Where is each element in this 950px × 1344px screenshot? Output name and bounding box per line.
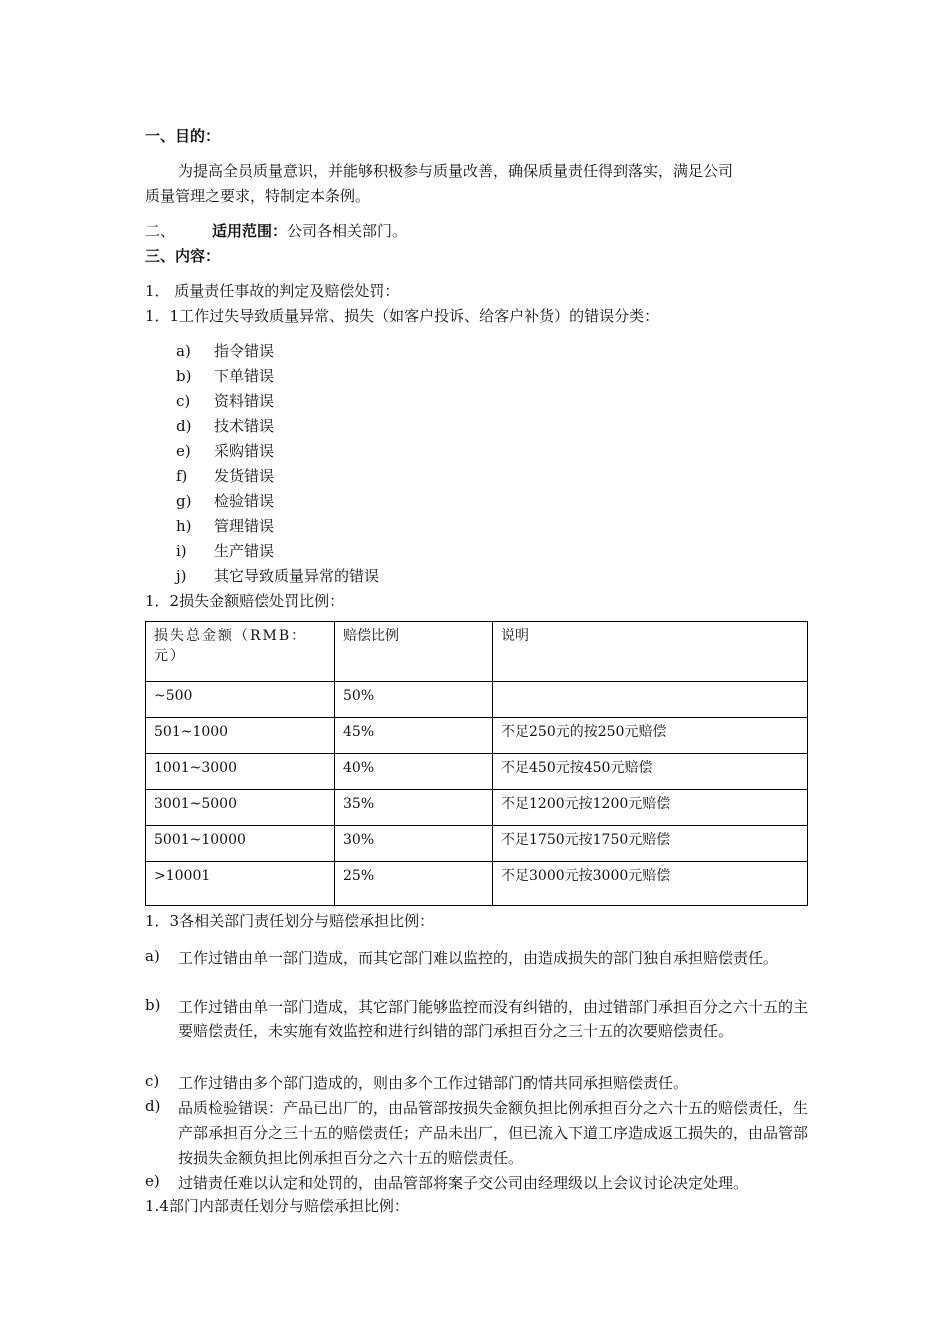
table-cell: 501~1000: [146, 718, 335, 754]
list-label: f): [176, 467, 188, 485]
table-cell: 不足3000元按3000元赔偿: [493, 862, 808, 906]
list-label: a): [176, 342, 191, 360]
table-header-cell: 损失总金额（RMB：元）: [146, 622, 335, 682]
table-cell: 1001~3000: [146, 754, 335, 790]
table-row: [146, 754, 808, 790]
list-text: 管理错误: [214, 517, 275, 535]
table-cell: 30%: [335, 826, 493, 862]
list-text: 其它导致质量异常的错误: [214, 567, 380, 585]
table-header-cell: 赔偿比例: [335, 622, 493, 682]
list-text: 品质检验错误：产品已出厂的，由品管部按损失金额负担比例承担百分之六十五的赔偿责任，生产部承担百分之三十五的赔偿责任；产品未出厂，但已流入下道工序造成返工损失的，由品管部按损失金额负担比例承担百分之六十五的赔偿责任。: [178, 1099, 809, 1167]
table-row: [146, 682, 808, 718]
table-header-row: [146, 622, 808, 682]
table-row: [146, 790, 808, 826]
table-cell: [493, 682, 808, 718]
item-1-heading: 1． 质量责任事故的判定及赔偿处罚：: [145, 282, 400, 300]
item-1-3-heading: 1．3各相关部门责任划分与赔偿承担比例：: [145, 912, 435, 930]
list-text: 采购错误: [214, 442, 275, 460]
list-text: 工作过错由单一部门造成，其它部门能够监控而没有纠错的，由过错部门承担百分之六十五的主要赔偿责任，未实施有效监控和进行纠错的部门承担百分之三十五的次要赔偿责任。: [178, 998, 809, 1040]
list-text: 下单错误: [214, 367, 275, 385]
responsibility-item: [145, 1096, 810, 1171]
table-cell: 3001~5000: [146, 790, 335, 826]
list-text: 指令错误: [214, 342, 275, 360]
section-2-text: 公司各相关部门。: [287, 222, 408, 240]
list-label: g): [176, 492, 192, 510]
error-list-item: [176, 466, 274, 487]
error-list-item: [176, 541, 274, 562]
list-label: b): [145, 996, 161, 1014]
section-2: [145, 221, 407, 242]
table-row: [146, 826, 808, 862]
table-cell: >10001: [146, 862, 335, 906]
item-1-4-heading: 1.4部门内部责任划分与赔偿承担比例：: [145, 1197, 409, 1215]
list-text: 检验错误: [214, 492, 275, 510]
item-1-1-heading: 1．1工作过失导致质量异常、损失（如客户投诉、给客户补货）的错误分类：: [145, 307, 660, 325]
table-row: [146, 718, 808, 754]
table-cell: 25%: [335, 862, 493, 906]
error-list-item: [176, 366, 274, 387]
section-3-title: 三、内容：: [145, 247, 221, 265]
table-cell: 不足1200元按1200元赔偿: [493, 790, 808, 826]
error-list-item: [176, 416, 274, 437]
error-list-item: [176, 391, 274, 412]
table-header-cell: 说明: [493, 622, 808, 682]
list-label: j): [176, 567, 187, 585]
responsibility-item: [145, 995, 810, 1043]
list-label: b): [176, 367, 192, 385]
error-list-item: [176, 491, 274, 512]
list-label: e): [145, 1172, 160, 1190]
list-text: 生产错误: [214, 542, 275, 560]
responsibility-item: [145, 946, 810, 970]
table-cell: 不足250元的按250元赔偿: [493, 718, 808, 754]
item-1-2-heading: 1．2损失金额赔偿处罚比例：: [145, 592, 345, 610]
list-label: h): [176, 517, 192, 535]
table-cell: 35%: [335, 790, 493, 826]
list-label: i): [176, 542, 187, 560]
table-cell: 50%: [335, 682, 493, 718]
table-cell: 45%: [335, 718, 493, 754]
error-list-item: [176, 566, 379, 587]
table-cell: 不足450元按450元赔偿: [493, 754, 808, 790]
compensation-table: [145, 621, 808, 906]
list-label: d): [145, 1097, 161, 1115]
section-2-number: 二、: [145, 222, 176, 240]
list-text: 发货错误: [214, 467, 275, 485]
table-cell: 40%: [335, 754, 493, 790]
list-label: c): [145, 1072, 160, 1090]
list-label: e): [176, 442, 191, 460]
error-list-item: [176, 441, 274, 462]
list-label: d): [176, 417, 192, 435]
responsibility-item: [145, 1071, 810, 1095]
error-list-item: [176, 516, 274, 537]
table-row: [146, 862, 808, 906]
list-text: 过错责任难以认定和处罚的，由品管部将案子交公司由经理级以上会议讨论决定处理。: [178, 1174, 749, 1192]
purpose-paragraph-line-2: 质量管理之要求，特制定本条例。: [145, 187, 371, 205]
list-text: 工作过错由多个部门造成的，则由多个工作过错部门酌情共同承担赔偿责任。: [178, 1074, 689, 1092]
table-cell: 不足1750元按1750元赔偿: [493, 826, 808, 862]
error-list-item: [176, 341, 274, 362]
table-cell: 5001~10000: [146, 826, 335, 862]
table-cell: ~500: [146, 682, 335, 718]
section-2-label: 适用范围：: [212, 222, 288, 240]
purpose-paragraph-line-1: 为提高全员质量意识，并能够积极参与质量改善，确保质量责任得到落实，满足公司: [178, 162, 734, 180]
list-text: 技术错误: [214, 417, 275, 435]
list-text: 资料错误: [214, 392, 275, 410]
responsibility-item: [145, 1171, 810, 1195]
list-label: a): [145, 947, 160, 965]
section-1-title: 一、目的：: [145, 127, 221, 145]
list-label: c): [176, 392, 191, 410]
list-text: 工作过错由单一部门造成，而其它部门难以监控的，由造成损失的部门独自承担赔偿责任。: [178, 949, 779, 967]
